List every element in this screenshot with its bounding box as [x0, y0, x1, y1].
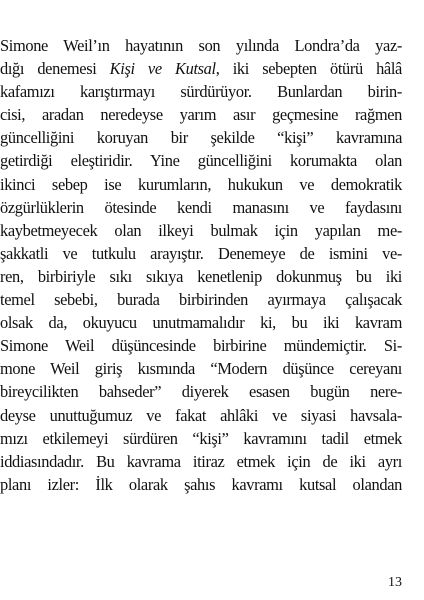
text-line-16: bireycilikten bahseder” diyerek esasen bugün nere- — [0, 382, 402, 402]
text-line-2 — [0, 57, 402, 80]
text-line-12: temel sebebi, burada birbirinden ayırmaya çalışacak — [0, 290, 402, 310]
text-line-19: iddiasındadır. Bu kavrama itiraz etmek için de iki ayrı — [0, 451, 402, 471]
text-line-2-end: , iki sebepten ötürü hâlâ — [215, 59, 402, 79]
text-line-3: kafamızı karıştırmayı sürdürüyor. Bunlardan birin- — [0, 82, 402, 102]
text-line-7: ikinci sebep ise kurumların, hukukun ve demokratik — [0, 174, 402, 194]
text-line-6: getirdiği eleştiridir. Yine güncelliğini korumakta olan — [0, 151, 402, 171]
text-line-11: ren, birbiriyle sıkı sıkıya kenetlenip dokunmuş bu iki — [0, 266, 402, 286]
text-line-10: şakkatli ve tutkulu arayıştır. Denemeye de ismini ve- — [0, 243, 402, 263]
text-line-20: planı izler: İlk olarak şahıs kavramı kutsal olandan — [0, 474, 402, 494]
text-line-4: cisi, aradan neredeyse yarım asır geçmesine rağmen — [0, 105, 402, 125]
text-line-9: kaybetmeyecek olan ilkeyi bulmak için yapılan me- — [0, 220, 402, 240]
text-line-2-start: dığı denemesi — [0, 59, 110, 79]
text-line-14: Simone Weil düşüncesinde birbirine mündemiçtir. Si- — [0, 336, 402, 356]
text-line-5: güncelliğini koruyan bir şekilde “kişi” kavramına — [0, 128, 402, 148]
page-number: 13 — [388, 575, 402, 590]
text-line-1: Simone Weil’ın hayatının son yılında Londra’da yaz- — [0, 36, 402, 55]
body-text — [0, 34, 402, 496]
text-line-13: olsak da, okuyucu unutmamalıdır ki, bu iki kavram — [0, 313, 402, 333]
text-line-8: özgürlüklerin ötesinde kendi manasını ve faydasını — [0, 197, 402, 217]
text-line-18: mızı etkilemeyi sürdüren “kişi” kavramını tadil etmek — [0, 428, 402, 448]
essay-title: Kişi ve Kutsal — [109, 59, 216, 79]
text-line-17: deyse unuttuğumuz ve fakat ahlâki ve siyasi havsala- — [0, 405, 402, 425]
text-line-15: mone Weil giriş kısmında “Modern düşünce cereyanı — [0, 359, 402, 379]
